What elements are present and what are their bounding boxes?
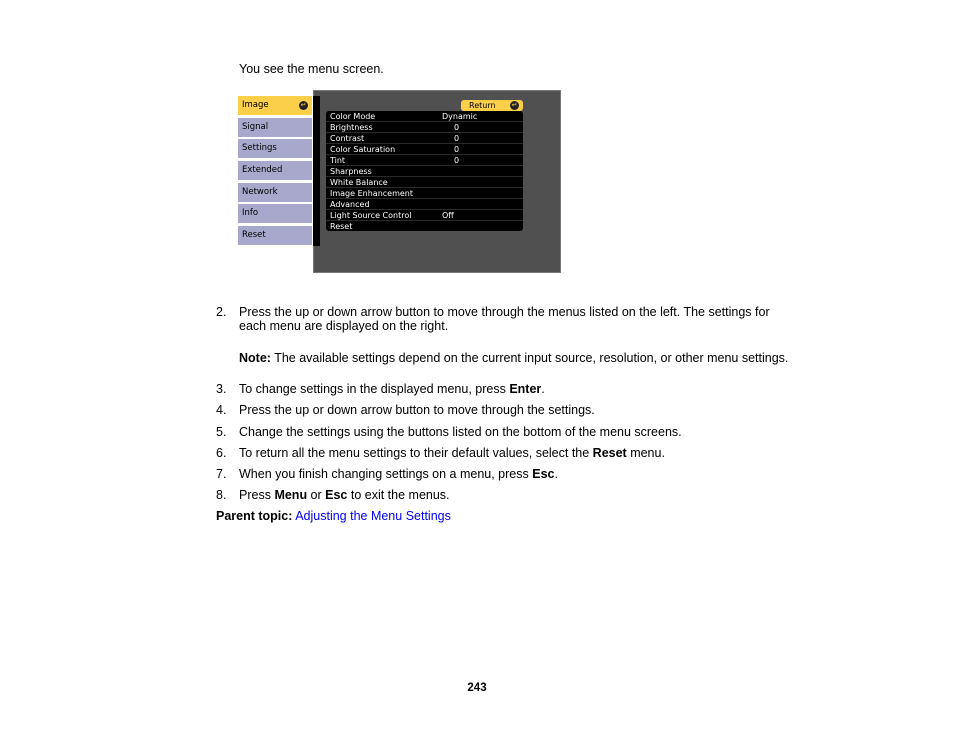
setting-value: 0	[454, 134, 460, 143]
setting-label: Contrast	[330, 134, 365, 143]
menu-tab-extended[interactable]	[238, 161, 312, 180]
step-7: When you finish changing settings on a menu, press Esc.	[239, 467, 558, 481]
setting-label: Advanced	[330, 200, 370, 209]
menu-tab-label: Network	[242, 187, 278, 197]
setting-row-color-saturation[interactable]	[326, 144, 523, 155]
parent-topic-link[interactable]: Adjusting the Menu Settings	[295, 509, 451, 523]
key-menu: Menu	[274, 488, 308, 502]
step-number: 3.	[216, 382, 227, 396]
intro-text: You see the menu screen.	[239, 62, 384, 76]
setting-value: Off	[442, 211, 454, 220]
menu-tab-network[interactable]	[238, 183, 312, 202]
setting-row-brightness[interactable]	[326, 122, 523, 133]
menu-tab-label: Extended	[242, 165, 283, 175]
menu-tab-image[interactable]	[238, 96, 312, 115]
menu-tab-label: Reset	[242, 230, 266, 240]
setting-label: Sharpness	[330, 167, 372, 176]
step-6: To return all the menu settings to their default values, select the Reset menu.	[239, 446, 665, 460]
menu-tab-label: Settings	[242, 143, 277, 153]
setting-label: Brightness	[330, 123, 373, 132]
setting-label: Color Saturation	[330, 145, 396, 154]
enter-icon: ↵	[511, 101, 518, 109]
note-text: The available settings depend on the current input source, resolution, or other menu settings.	[270, 351, 789, 365]
menu-tab-signal[interactable]	[238, 118, 312, 137]
step-8: Press Menu or Esc to exit the menus.	[239, 488, 450, 502]
setting-label: White Balance	[330, 178, 388, 187]
step-2-line1: Press the up or down arrow button to move through the menus listed on the left. The settings for	[239, 305, 770, 319]
setting-row-reset[interactable]	[326, 221, 523, 232]
tab-separator	[313, 96, 320, 246]
setting-label: Reset	[330, 222, 353, 231]
note	[239, 351, 788, 366]
setting-value: 0	[454, 145, 460, 154]
step-number: 7.	[216, 467, 227, 481]
setting-row-color-mode[interactable]	[326, 111, 523, 122]
setting-label: Image Enhancement	[330, 189, 414, 198]
return-button[interactable]	[461, 100, 523, 111]
key-esc: Esc	[532, 467, 555, 481]
setting-row-advanced[interactable]	[326, 199, 523, 210]
setting-label: Color Mode	[330, 112, 376, 121]
parent-topic	[216, 509, 451, 524]
note-label: Note:	[239, 351, 271, 365]
setting-row-sharpness[interactable]	[326, 166, 523, 177]
setting-row-tint[interactable]	[326, 155, 523, 166]
parent-topic-label: Parent topic:	[216, 509, 293, 523]
setting-row-white-balance[interactable]	[326, 177, 523, 188]
step-number: 6.	[216, 446, 227, 460]
setting-value: Dynamic	[442, 112, 478, 121]
setting-value: 0	[454, 156, 460, 165]
setting-row-light-source-control[interactable]	[326, 210, 523, 221]
step-number: 5.	[216, 425, 227, 439]
settings-list	[326, 111, 523, 231]
menu-tab-settings[interactable]	[238, 139, 312, 158]
menu-tab-label: Image	[242, 100, 269, 110]
step-number: 4.	[216, 403, 227, 417]
page-number: 243	[467, 682, 487, 694]
step-4: Press the up or down arrow button to move through the settings.	[239, 403, 595, 417]
setting-row-image-enhancement[interactable]	[326, 188, 523, 199]
setting-label: Tint	[330, 156, 346, 165]
key-reset: Reset	[592, 446, 627, 460]
step-2-line2: each menu are displayed on the right.	[239, 319, 449, 333]
menu-tab-info[interactable]	[238, 204, 312, 223]
menu-tab-label: Signal	[242, 122, 269, 132]
projector-menu-screen	[238, 90, 561, 273]
menu-tab-label: Info	[242, 208, 259, 218]
enter-icon: ↵	[300, 101, 307, 109]
menu-tab-reset[interactable]	[238, 226, 312, 245]
step-3: To change settings in the displayed menu, press Enter.	[239, 382, 545, 396]
step-number: 2.	[216, 305, 227, 319]
return-label: Return	[469, 101, 496, 110]
step-5: Change the settings using the buttons listed on the bottom of the menu screens.	[239, 425, 682, 439]
key-esc: Esc	[325, 488, 348, 502]
key-enter: Enter	[509, 382, 542, 396]
setting-label: Light Source Control	[330, 211, 412, 220]
setting-value: 0	[454, 123, 460, 132]
step-number: 8.	[216, 488, 227, 502]
setting-row-contrast[interactable]	[326, 133, 523, 144]
